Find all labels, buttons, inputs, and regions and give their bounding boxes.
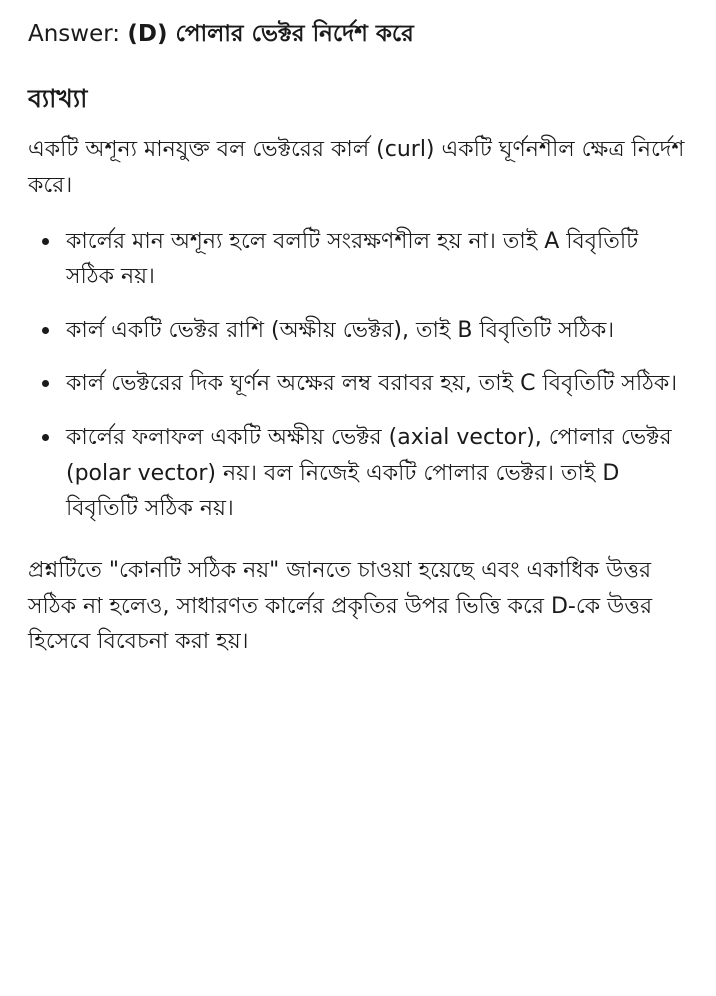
answer-label: Answer: bbox=[28, 21, 121, 47]
explanation-points-list bbox=[28, 224, 688, 527]
list-item: কার্ল একটি ভেক্টর রাশি (অক্ষীয় ভেক্টর), তাই B বিবৃতিটি সঠিক। bbox=[62, 313, 688, 349]
explanation-heading: ব্যাখ্যা bbox=[28, 84, 88, 114]
list-item: কার্লের মান অশূন্য হলে বলটি সংরক্ষণশীল হয় না। তাই A বিবৃতিটি সঠিক নয়। bbox=[62, 224, 688, 295]
explanation-intro: একটি অশূন্য মানযুক্ত বল ভেক্টরের কার্ল (curl) একটি ঘূর্ণনশীল ক্ষেত্র নির্দেশ করে। bbox=[28, 137, 685, 198]
list-item: কার্লের ফলাফল একটি অক্ষীয় ভেক্টর (axial vector), পোলার ভেক্টর (polar vector) নয়। বল নিজেই একটি পোলার ভেক্টর। তাই D বিবৃতিটি সঠিক নয়। bbox=[62, 420, 688, 527]
list-item: কার্ল ভেক্টরের দিক ঘূর্ণন অক্ষের লম্ব বরাবর হয়, তাই C বিবৃতিটি সঠিক। bbox=[62, 366, 688, 402]
explanation-closing: প্রশ্নটিতে "কোনটি সঠিক নয়" জানতে চাওয়া হয়েছে এবং একাধিক উত্তর সঠিক না হলেও, সাধারণত কার্লের প্রকৃতির উপর ভিত্তি করে D-কে উত্তর হিসেবে বিবেচনা করা হয়। bbox=[28, 557, 653, 655]
answer-value: (D) পোলার ভেক্টর নির্দেশ করে bbox=[127, 21, 414, 47]
answer-line bbox=[28, 18, 688, 51]
